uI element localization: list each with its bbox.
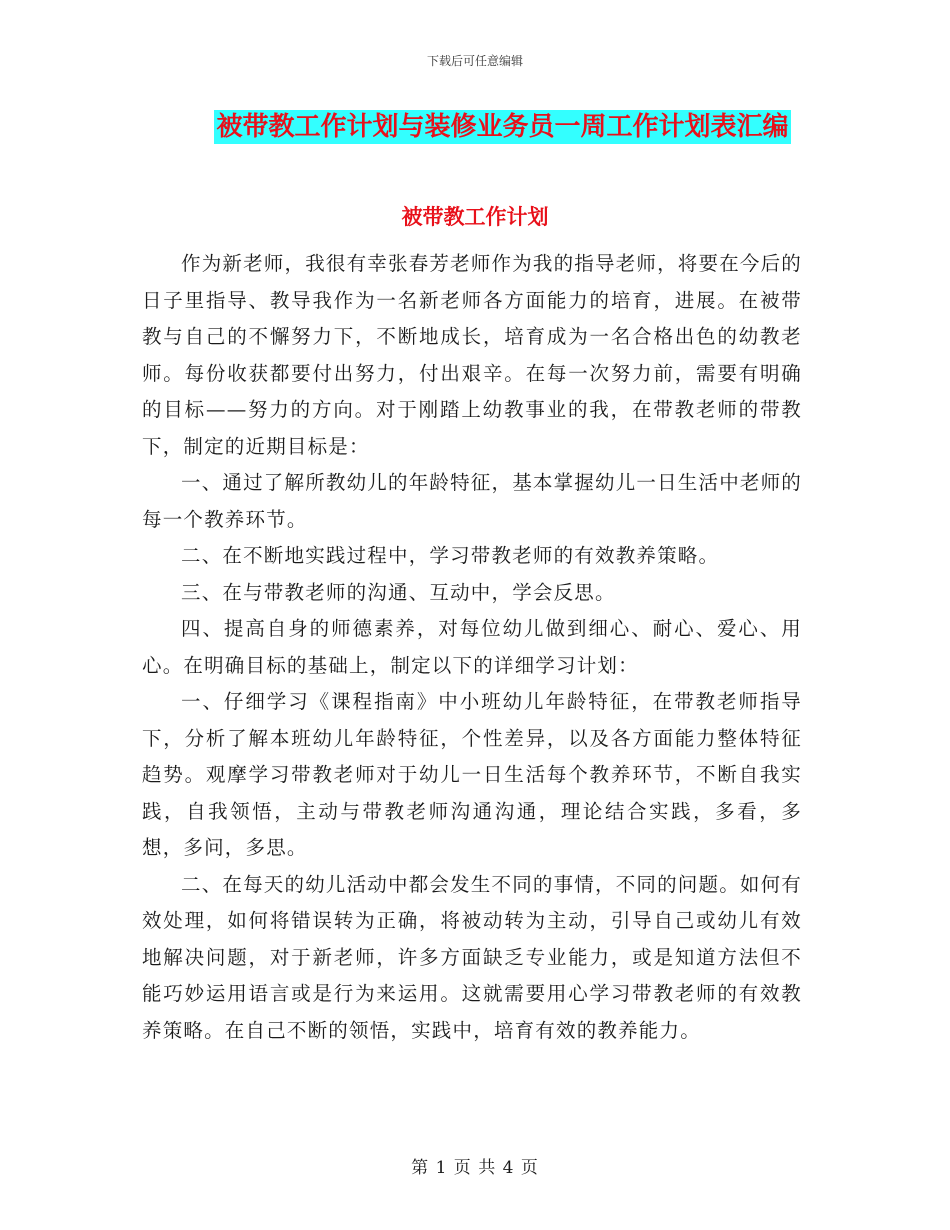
document-title: 被带教工作计划与装修业务员一周工作计划表汇编 xyxy=(216,112,789,142)
paragraph: 一、通过了解所教幼儿的年龄特征，基本掌握幼儿一日生活中老师的每一个教养环节。 xyxy=(142,471,803,531)
page-number-footer: 第 1 页 共 4 页 xyxy=(411,1158,539,1178)
paragraph: 二、在每天的幼儿活动中都会发生不同的事情，不同的问题。如何有效处理，如何将错误转为正确，将被动转为主动，引导自己或幼儿有效地解决问题，对于新老师，许多方面缺乏专业能力，或是知道方法但不能巧妙运用语言或是行为来运用。这就需要用心学习带教老师的有效教养策略。在自己不断的领悟，实践中，培育有效的教养能力。 xyxy=(142,872,803,1042)
paragraph: 四、提高自身的师德素养，对每位幼儿做到细心、耐心、爱心、用心。在明确目标的基础上，制定以下的详细学习计划： xyxy=(142,617,802,677)
paragraph: 一、仔细学习《课程指南》中小班幼儿年龄特征，在带教老师指导下，分析了解本班幼儿年龄特征，个性差异，以及各方面能力整体特征趋势。观摩学习带教老师对于幼儿一日生活每个教养环节，不断自我实践，自我领悟，主动与带教老师沟通沟通，理论结合实践，多看，多想，多问，多思。 xyxy=(142,690,802,859)
document-body xyxy=(142,246,802,1049)
document-title-container xyxy=(0,110,950,144)
paragraph: 作为新老师，我很有幸张春芳老师作为我的指导老师，将要在今后的日子里指导、教导我作为一名新老师各方面能力的培育，进展。在被带教与自己的不懈努力下，不断地成长，培育成为一名合格出色的幼教老师。每份收获都要付出努力，付出艰辛。在每一次努力前，需要有明确的目标——努力的方向。对于刚踏上幼教事业的我，在带教老师的带教下，制定的近期目标是： xyxy=(142,252,803,458)
header-note: 下载后可任意编辑 xyxy=(426,54,523,68)
paragraph: 三、在与带教老师的沟通、互动中，学会反思。 xyxy=(181,580,616,604)
section-title: 被带教工作计划 xyxy=(401,205,549,229)
paragraph: 二、在不断地实践过程中，学习带教老师的有效教养策略。 xyxy=(181,544,720,567)
